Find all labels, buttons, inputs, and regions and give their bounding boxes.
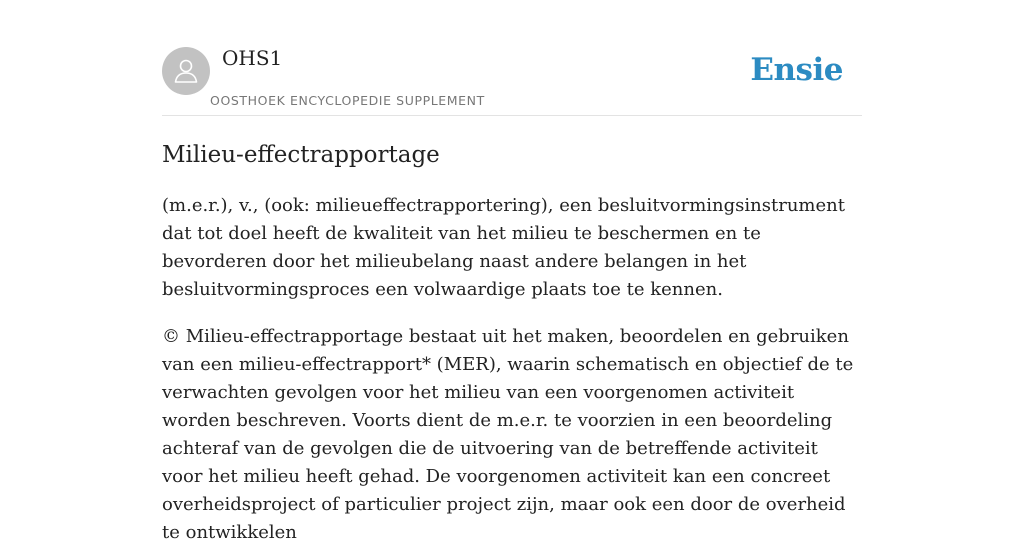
article-paragraph: © Milieu-effectrapportage bestaat uit het maken, beoordelen en gebruiken van een milieu-effectrapport* (MER), waarin schematisch en objectief de te verwachten gevolgen voor het milieu van een voorgenomen activiteit worden beschreven. Voorts dient de m.e.r. te voorzien in een beoordeling achteraf van de gevolgen die de uitvoering van de betreffende activiteit voor het milieu heeft gehad. De voorgenomen activiteit kan een concreet overheidsproject of particulier project zijn, maar ook een door de overheid te ontwikkelen — [162, 326, 854, 543]
article-paragraph: (m.e.r.), v., (ook: milieueffectrapportering), een besluitvormingsinstrument dat tot doel heeft de kwaliteit van het milieu te beschermen en te bevorderen door het milieubelang naast andere belangen in het besluitvormingsproces een volwaardige plaats toe te kennen. — [162, 195, 845, 300]
source-name[interactable]: OHS1 — [222, 46, 283, 70]
user-icon — [171, 56, 201, 86]
article-container — [162, 0, 862, 547]
article-title: Milieu-effectrapportage — [162, 142, 440, 168]
source-header — [162, 0, 862, 116]
brand-logo[interactable]: Ensie — [750, 52, 843, 88]
avatar[interactable] — [162, 47, 210, 95]
source-subtitle: OOSTHOEK ENCYCLOPEDIE SUPPLEMENT — [210, 93, 485, 108]
